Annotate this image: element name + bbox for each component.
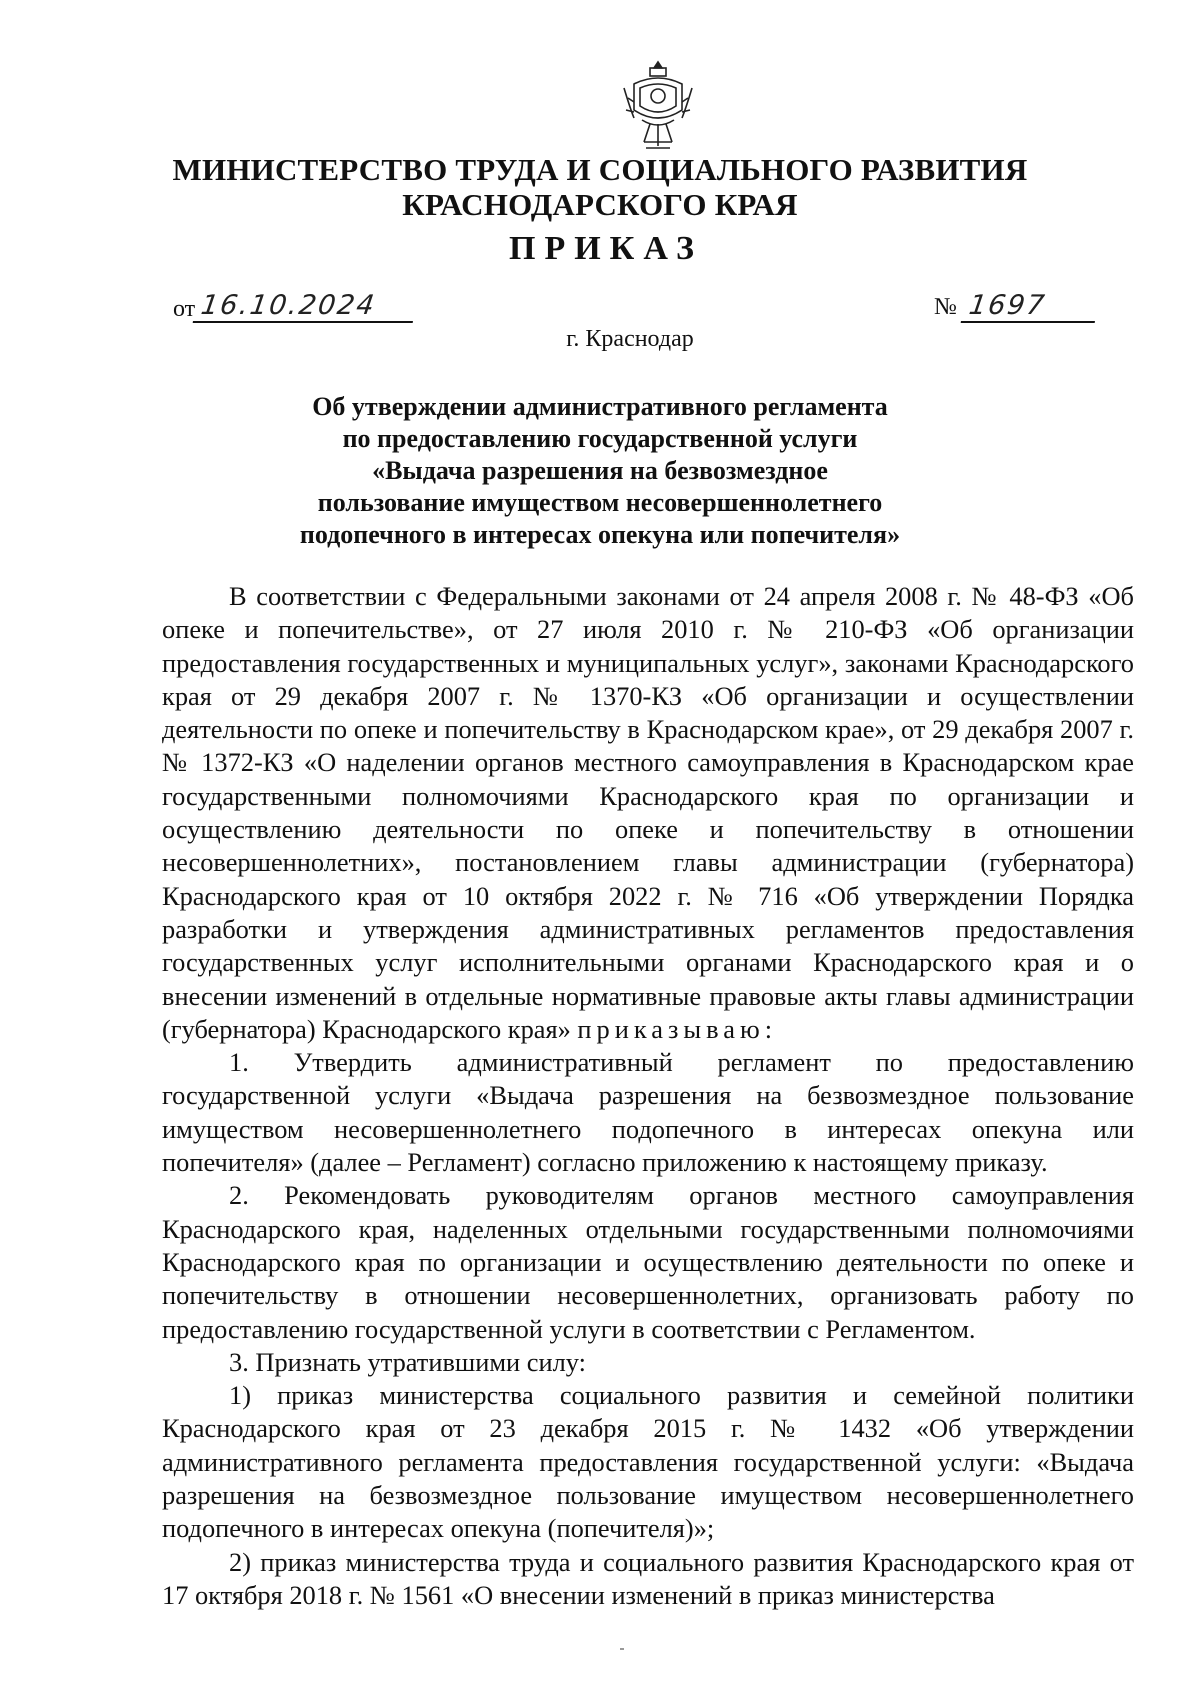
ministry-name-line1: МИНИСТЕРСТВО ТРУДА И СОЦИАЛЬНОГО РАЗВИТИЯ <box>172 152 1028 187</box>
paragraph-item-3-1: 1) приказ министерства социального развития и семейной политики Краснодарского края от 23 декабря 2015 г. № 1432 «Об утверждении административного регламента предоставления государственной услуги: «Выдача разрешения на безвозмездное пользование имуществом несовершеннолетнего подопечного в интересах опекуна (попечителя)»; <box>162 1380 1134 1544</box>
order-subject <box>0 391 1200 551</box>
subject-line4: пользование имуществом несовершеннолетнего <box>317 488 883 517</box>
coat-of-arms-emblem <box>620 58 696 154</box>
paragraph-item-3-2: 2) приказ министерства труда и социального развития Краснодарского края от 17 октября 2018 г. № 1561 «О внесении изменений в приказ министерства <box>162 1546 1134 1610</box>
order-title: ПРИКАЗ <box>509 230 703 267</box>
ministry-name <box>0 152 1200 222</box>
subject-line1: Об утверждении административного регламента <box>312 392 888 421</box>
city-line: г. Краснодар <box>566 326 694 352</box>
paragraph-item-1: 1. Утвердить административный регламент по предоставлению государственной услуги «Выдача разрешения на безвозмездное пользование имуществом несовершеннолетнего подопечного в интересах опекуна или попечителя» (далее – Регламент) согласно приложению к настоящему приказу. <box>162 1047 1134 1178</box>
subject-line2: по предоставлению государственной услуги <box>342 424 858 453</box>
order-verb: приказываю: <box>577 1013 778 1044</box>
number-value: 1697 <box>961 290 1100 323</box>
preamble-paragraph <box>162 580 1134 1046</box>
ministry-name-line2: КРАСНОДАРСКОГО КРАЯ <box>402 187 798 222</box>
order-date <box>173 290 415 323</box>
date-value: 16.10.2024 <box>193 290 418 323</box>
paragraph-item-2: 2. Рекомендовать руководителям органов местного самоуправления Краснодарского края, наделенных отдельными государственными полномочиями Краснодарского края по организации и осуществлению деятельности по опеке и попечительству в отношении несовершеннолетних, организовать работу по предоставлению государственной услуги в соответствии с Регламентом. <box>162 1180 1134 1344</box>
preamble-text: В соответствии с Федеральными законами от 24 апреля 2008 г. № 48-ФЗ «Об опеке и попечительстве», от 27 июля 2010 г. № 210-ФЗ «Об организации предоставления государственных и муниципальных услуг», законами Краснодарского края от 29 декабря 2007 г. № 1370-КЗ «Об организации и осуществлении деятельности по опеке и попечительству в Краснодарском крае», от 29 декабря 2007 г. № 1372-КЗ «О наделении органов местного самоуправления в Краснодарском крае государственными полномочиями Краснодарского края по организации и осуществлению деятельности по опеке и попечительству в отношении несовершеннолетних», постановлением главы администрации (губернатора) Краснодарского края от 10 октября 2022 г. № 716 «Об утверждении Порядка разработки и утверждения административных регламентов предоставления государственных услуг исполнительными органами Краснодарского края и о внесении изменений в отдельные нормативные правовые акты главы администрации (губернатора) Краснодарского края» <box>162 581 1134 1044</box>
order-number <box>934 290 1097 323</box>
subject-line5: подопечного в интересах опекуна или попечителя» <box>299 520 901 549</box>
scan-speck <box>620 1648 624 1650</box>
paragraph-item-3: 3. Признать утратившими силу: <box>229 1346 586 1377</box>
document-body <box>162 580 1134 1612</box>
subject-line3: «Выдача разрешения на безвозмездное <box>372 456 828 485</box>
date-prefix: от <box>173 296 196 322</box>
number-prefix: № <box>934 294 957 320</box>
